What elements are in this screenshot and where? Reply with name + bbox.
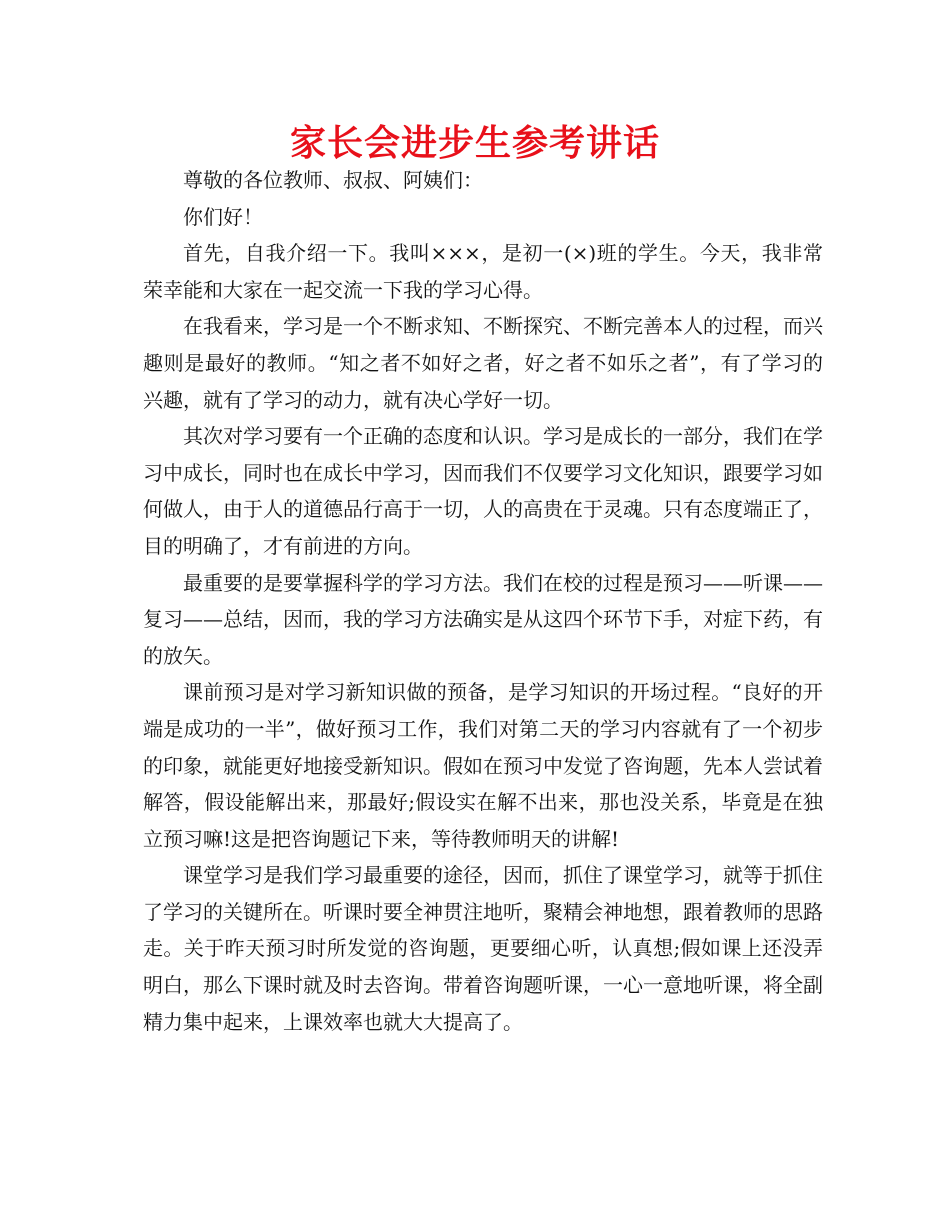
document-title: 家长会进步生参考讲话	[289, 123, 660, 164]
paragraph-greeting: 你们好！	[183, 204, 263, 229]
paragraph-introduction: 首先，自我介绍一下。我叫×××，是初一(×)班的学生。今天，我非常荣幸能和大家在一起交流一下我的学习心得。	[143, 241, 823, 302]
paragraph-attitude: 其次对学习要有一个正确的态度和认识。学习是成长的一部分，我们在学习中成长，同时也在成长中学习，因而我们不仅要学习文化知识，跟要学习如何做人，由于人的道德品行高于一切，人的高贵在于灵魂。只有态度端正了，目的明确了，才有前进的方向。	[143, 424, 823, 558]
paragraph-interest: 在我看来，学习是一个不断求知、不断探究、不断完善本人的过程，而兴趣则是最好的教师。“知之者不如好之者，好之者不如乐之者”，有了学习的兴趣，就有了学习的动力，就有决心学好一切。	[143, 314, 823, 412]
paragraph-preview: 课前预习是对学习新知识做的预备，是学习知识的开场过程。“良好的开端是成功的一半”，做好预习工作，我们对第二天的学习内容就有了一个初步的印象，就能更好地接受新知识。假如在预习中发觉了咨询题，先本人尝试着解答，假设能解出来，那最好;假设实在解不出来，那也没关系，毕竟是在独立预习嘛!这是把咨询题记下来，等待教师明天的讲解!	[143, 680, 823, 851]
document-body	[143, 162, 823, 1040]
paragraph-method: 最重要的是要掌握科学的学习方法。我们在校的过程是预习——听课——复习——总结，因而，我的学习方法确实是从这四个环节下手，对症下药，有的放矢。	[143, 570, 823, 668]
paragraph-classroom: 课堂学习是我们学习最重要的途径，因而，抓住了课堂学习，就等于抓住了学习的关键所在。听课时要全神贯注地听，聚精会神地想，跟着教师的思路走。关于昨天预习时所发觉的咨询题，更要细心听，认真想;假如课上还没弄明白，那么下课时就及时去咨询。带着咨询题听课，一心一意地听课，将全副精力集中起来，上课效率也就大大提高了。	[143, 863, 823, 1034]
paragraph-salutation: 尊敬的各位教师、叔叔、阿姨们：	[183, 168, 483, 192]
